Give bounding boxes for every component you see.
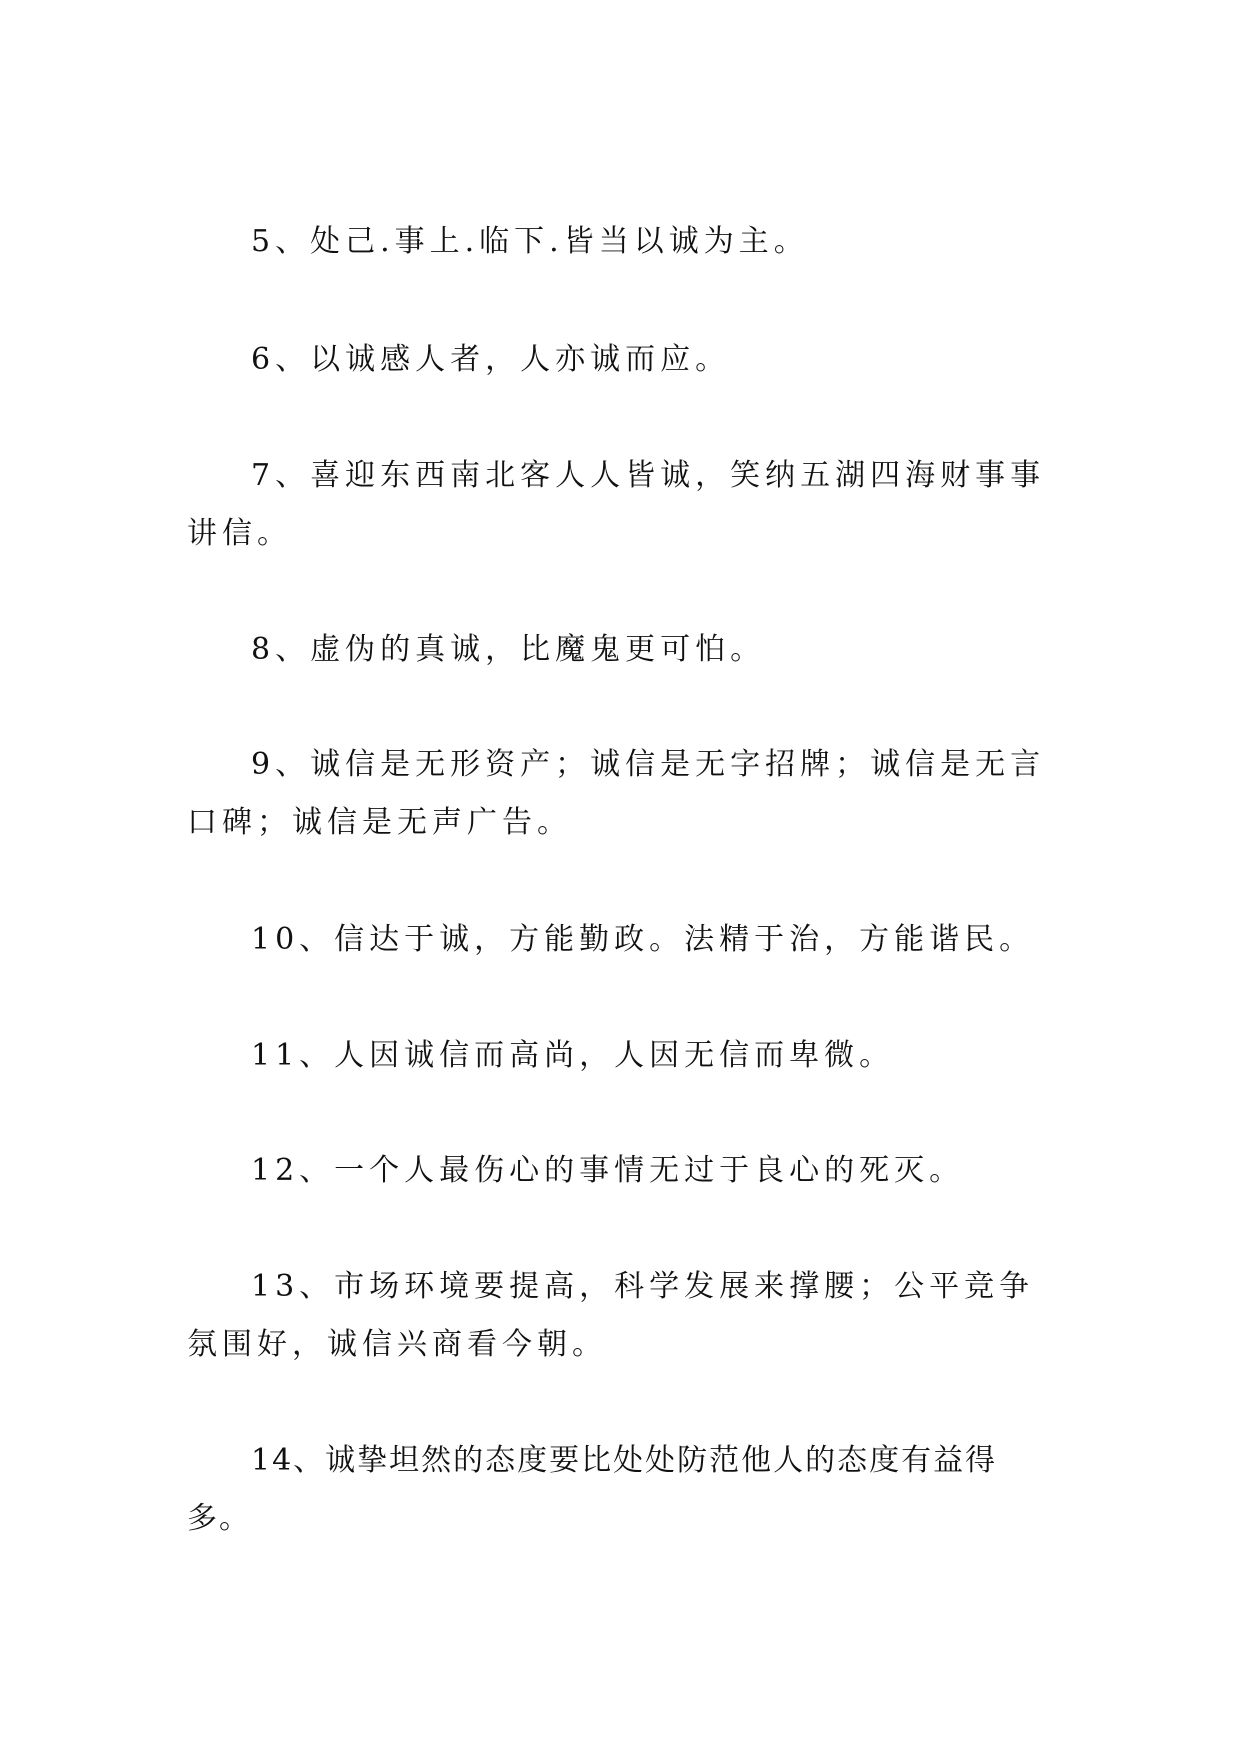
paragraph-12: 12、一个人最伤心的事情无过于良心的死灭。	[251, 1153, 965, 1188]
paragraph-9: 9、诚信是无形资产；诚信是无字招牌；诚信是无言口碑；诚信是无声广告。	[187, 747, 1046, 840]
paragraph-5: 5、处己.事上.临下.皆当以诚为主。	[251, 224, 809, 259]
paragraph-13: 13、市场环境要提高，科学发展来撑腰；公平竞争氛围好，诚信兴商看今朝。	[187, 1269, 1035, 1362]
paragraph-7: 7、喜迎东西南北客人人皆诚，笑纳五湖四海财事事讲信。	[187, 458, 1046, 551]
paragraph-14: 14、诚挚坦然的态度要比处处防范他人的态度有益得多。	[187, 1443, 998, 1536]
paragraph-10: 10、信达于诚，方能勤政。法精于治，方能谐民。	[251, 922, 1035, 957]
paragraph-6: 6、以诚感人者，人亦诚而应。	[251, 342, 731, 377]
paragraph-8: 8、虚伪的真诚，比魔鬼更可怕。	[251, 632, 766, 667]
paragraph-11: 11、人因诚信而高尚，人因无信而卑微。	[251, 1038, 895, 1073]
